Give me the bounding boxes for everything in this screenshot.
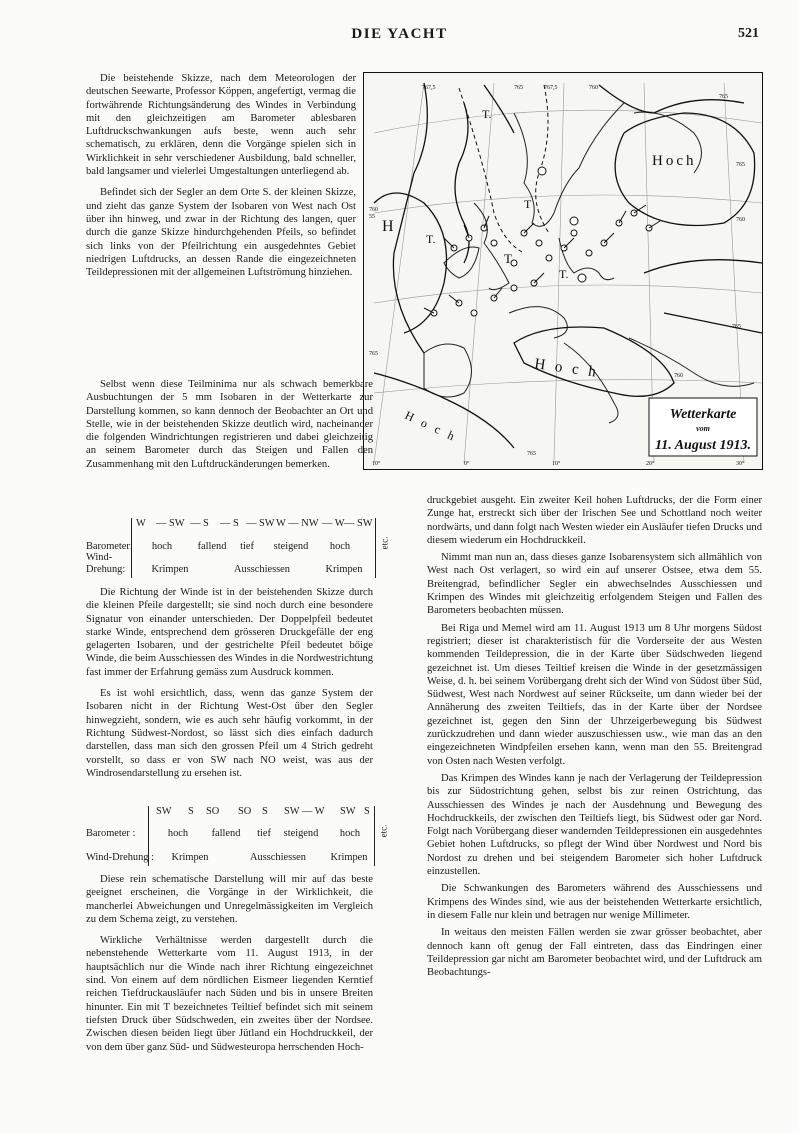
meridian-label: 0° — [464, 461, 470, 467]
isobar-label: 767,5 — [422, 85, 436, 91]
isobar-label: 760 — [736, 217, 745, 223]
barometer-value: fallend — [197, 541, 227, 552]
wind-label: S — [188, 806, 194, 817]
page-number: 521 — [738, 26, 759, 41]
isobar-label: 760 — [369, 207, 378, 213]
etc-label: etc. — [378, 824, 389, 838]
meridian-label: 30° — [736, 461, 745, 467]
isobar-label: 765 — [732, 324, 741, 330]
barometer-value: steigend — [273, 541, 309, 552]
wind-label: W — NW — [276, 518, 319, 529]
wind-label: W — [136, 518, 146, 529]
paragraph: Es ist wohl ersichtlich, dass, wenn das ganze System der Isobaren nicht in der Richtung West-Ost über den Segler hinwegzieht, sondern, wie es auch sehr häufig vorkommt, in der Richtung Südwest-Nordost, so lässt sich dies einfach dadurch darstellen, dass man sich den grossen Pfeil um 4 Strich gedreht vorstellt, so dass er von SW nach NO weist, was aus der Windrosendarstellung zu ersehen ist. — [86, 688, 373, 779]
map-label-h: H — [382, 218, 394, 235]
wind-drehung-label: Wind-Drehung : — [86, 852, 154, 863]
isobar-label: 760 — [674, 373, 683, 379]
wind-drehung-label: Wind- — [86, 552, 113, 563]
map-label-t2: T. — [426, 232, 436, 246]
isobar-label: 765 — [369, 351, 378, 357]
wind-label: SO — [206, 806, 220, 817]
wind-label: — SW — [156, 518, 185, 529]
wind-label: SO — [238, 806, 252, 817]
turn-value: Krimpen — [325, 564, 363, 575]
meridian-label: 20° — [646, 461, 655, 467]
wind-label: — S — [190, 518, 209, 529]
isobar-label: 765 — [736, 162, 745, 168]
paragraph: Nimmt man nun an, dass dieses ganze Isobarensystem sich allmählich von West nach Ost verlagert, so wird ein auf unserer Ostsee, etwa dem 55. Breitengrad, befindlicher Segler ein abwechselndes Ausschiessen und Krimpen des Windes mit gleichzeitig erfolgendem Steigen und Fallen des Barometers beobachten müssen. — [427, 552, 762, 617]
wind-arrows — [424, 205, 660, 313]
paragraph: druckgebiet ausgeht. Ein zweiter Keil hohen Luftdrucks, der die Form einer Zunge hat, erstreckt sich über der Irischen See und Schottland noch weiter nordwärts, und dann folgt nach Westen wieder ein Ausläufer tiefen Drucks und diesem wiederum ein Hochdruckkeil. — [427, 495, 762, 546]
isobar-label: 765 — [527, 451, 536, 457]
barometer-value: tief — [240, 541, 254, 552]
etc-label: etc. — [379, 536, 390, 550]
left-column-top — [86, 72, 356, 287]
wind-drehung-label: Drehung: — [86, 564, 126, 575]
turn-value: Krimpen — [171, 852, 209, 863]
paragraph: In weitaus den meisten Fällen werden sie zwar grösser beobachtet, aber dennoch kann oft genug der Fall eintreten, dass das Eindringen einer Teildepression gar nicht am Barometer beobachtet wird, und der Luftdruck am Beobachtungs- — [427, 927, 762, 979]
weather-map-drawing — [364, 73, 762, 469]
left-column-main-2 — [86, 586, 373, 788]
map-label-hoch-bottom: H o c h — [533, 356, 600, 381]
left-column-main — [86, 378, 373, 479]
wind-scheme-1 — [86, 518, 390, 582]
paragraph: Die Richtung der Winde ist in der beistehenden Skizze durch die kleinen Pfeile dargestellt; sie sind noch durch eine besondere Signatur von einander unterschieden. Der Doppelpfeil bedeutet starke Winde, entsprechend dem grösseren Druckgefälle der eng gelagerten Isobaren, und der gestrichelte Pfeil bedeutet bőige Winde, die beim Ausschiessen des Windes in die Nordwestrichtung fast immer der Erfahrung gemäss zum Ausdruck kommen. — [86, 587, 373, 678]
map-label-t1: T. — [482, 107, 492, 121]
wind-label: SW — [156, 806, 172, 817]
wind-label: — S — [220, 518, 239, 529]
isobar-label: 767,5 — [544, 85, 558, 91]
turn-value: Krimpen — [330, 852, 368, 863]
map-label-t4: T — [524, 197, 532, 211]
wind-label: SW — [340, 806, 356, 817]
map-label-hoch-top: Hoch — [652, 153, 697, 169]
caption-line: vom — [696, 424, 710, 433]
barometer-value: hoch — [339, 828, 361, 839]
weather-map — [363, 72, 763, 470]
barometer-label: Barometer: — [86, 541, 133, 552]
wind-label: — SW — [246, 518, 275, 529]
map-label-hoch-left: H o c h — [402, 408, 460, 445]
isobar-label: 765 — [719, 94, 728, 100]
turn-value: Ausschiessen — [250, 852, 306, 863]
wind-label: S — [262, 806, 268, 817]
turn-value: Ausschiessen — [234, 564, 290, 575]
barometer-value: tief — [257, 828, 271, 839]
paragraph: Befindet sich der Segler an dem Orte S. der kleinen Skizze, und zieht das ganze System der Isobaren von West nach Ost über ihn hinweg, und zwar in der Richtung des langen, quer durch die ganze Skizze hindurchgehenden Pfeils, so befindet sich links von der Pfeilrichtung ein ausgedehntes Gebiet niedrigen Luftdrucks, an dessen Rande die eingezeichneten Teildepressionen mit der allgemeinen Luftströmung hinziehen. — [86, 187, 356, 279]
turn-value: Krimpen — [151, 564, 189, 575]
wind-label: — W — [322, 518, 345, 529]
paragraph: Wirkliche Verhältnisse werden dargestellt durch die nebenstehende Wetterkarte vom 11. August 1913, in der hauptsächlich nur die Winde nach ihrer Richtung eingezeichnet sind. Von einem auf dem nördlichen Eismeer liegenden Kerntief reichen Tiefdruckausläufer nach Süden und bis in unsere Breiten hinunter. Ein mit T bezeichnetes Teiltief befindet sich mit seinem tiefsten Druck über Südschweden, ein zweites über der Nordsee. Zwischen diesen beiden liegt über Jütland ein Hochdruckkeil, der von dem über ganz Süd- und Südwesteuropa herrschenden Hoch- — [86, 935, 373, 1053]
barometer-value: hoch — [167, 828, 189, 839]
paragraph: Die Schwankungen des Barometers während des Ausschiessens und Krimpens des Windes sind, wie aus der beistehenden Wetterkarte ersichtlich, in diesem Falle nur klein und betragen nur wenige Millimeter. — [427, 883, 762, 921]
map-label-t5: T. — [559, 267, 569, 281]
barometer-label: Barometer : — [86, 828, 136, 839]
dashed-isobars — [459, 85, 549, 253]
wind-stations — [431, 167, 652, 316]
barometer-value: fallend — [211, 828, 241, 839]
running-head: DIE YACHT — [351, 26, 448, 42]
meridian-label: 10° — [372, 461, 381, 467]
paragraph: Bei Riga und Memel wird am 11. August 1913 um 8 Uhr morgens Südost registriert; dieser ist charakteristisch für die Vorderseite der aus Westen kommenden Teildepression, die in der Karte über Südschweden liegend gezeichnet ist. Um dieses Teiltief kreisen die Winde in der gesetzmässigen Weise, d. h. bei seinem Vorübergang dreht sich der Wind von Südost über Süd, Südwest, West nach Nordwest auf seiner Rückseite, um dann wieder bei der Annäherung des zweiten Teiltiefs, das in der Karte über der Nordsee gezeichnet ist, gegen den Sinn der Uhrzeigerbewegung bis Südwest zurückzudrehen und dann wieder auszuschiessen usw., wie man das an den eingezeichneten Windpfeilen ersehen kann, wenn man den 55. Breitengrad von Osten nach Westen verfolgt. — [427, 622, 762, 767]
paragraph: Das Krimpen des Windes kann je nach der Verlagerung der Teildepression bis zur Südostrichtung gehen, selbst bis zur reinen Ostrichtung, das Ausschiessen des Windes je nach der Ausdehnung und Bewegung des Hochdruckkeils, der zwischen den Teiltiefs liegt, bis Südwest oder gar Nord. Folgt nach Vorübergang dieser wandernden Teildepressionen ein ausgedehntes Gebiet hohen Luftdrucks, so pflegt der Wind über Nordwest und Nord bis Nordost zu drehen und bei steigendem Barometer sich hoher Luftdruck einzustellen. — [427, 772, 762, 878]
right-column — [427, 494, 762, 983]
wind-scheme-2 — [86, 806, 389, 870]
barometer-value: steigend — [283, 828, 319, 839]
paragraph: Selbst wenn diese Teilminima nur als schwach bemerkbare Ausbuchtungen der 5 mm Isobaren in der Wetterkarte zur Darstellung kommen, so kann dennoch der Beobachter an Ort und Stelle, wie in der beistehenden Skizze deutlich wird, nacheinander die folgenden Windrichtungen registrieren und dabei gleichzeitig an seinem Barometer durch das Steigen und Fallen den Zusammenhang mit den Luftdruckänderungen bemerken. — [86, 379, 373, 470]
wind-label: SW — W — [284, 806, 325, 817]
paragraph: Die beistehende Skizze, nach dem Meteorologen der deutschen Seewarte, Professor Köppen, angefertigt, vermag die fortwährende Richtungsänderung des Windes in Verbindung mit den gleichzeitigen am Barometer ablesbaren Luftdruckschwankungen aufs beste, wenn auch sehr schematisch, zu erklären, denn die Vorgänge spielen sich in Wirklichkeit in sehr verschiedener Ausbildung, bald schneller, bald langsamer und vielerlei Umgestaltungen unterliegend ab. — [86, 73, 356, 178]
isobar-label: 765 — [514, 85, 523, 91]
barometer-value: hoch — [329, 541, 351, 552]
wind-label: S — [364, 806, 370, 817]
wind-label: — SW — [344, 518, 373, 529]
paragraph: Diese rein schematische Darstellung will mir auf das beste geeignet erscheinen, die Vorgänge in der Wirklichkeit, die mancherlei Abweichungen und Unregelmässigkeiten im Vergleich zu dem Schema zeigt, zu verstehen. — [86, 874, 373, 925]
barometer-value: hoch — [151, 541, 173, 552]
left-column-main-3 — [86, 873, 373, 1062]
meridian-label: 10° — [552, 461, 561, 467]
isobar-label: 760 — [589, 85, 598, 91]
caption-line: Wetterkarte — [669, 407, 737, 422]
map-label-t3: T — [504, 251, 512, 266]
lat-label: 55 — [369, 214, 375, 220]
caption-line: 11. August 1913. — [655, 438, 751, 453]
